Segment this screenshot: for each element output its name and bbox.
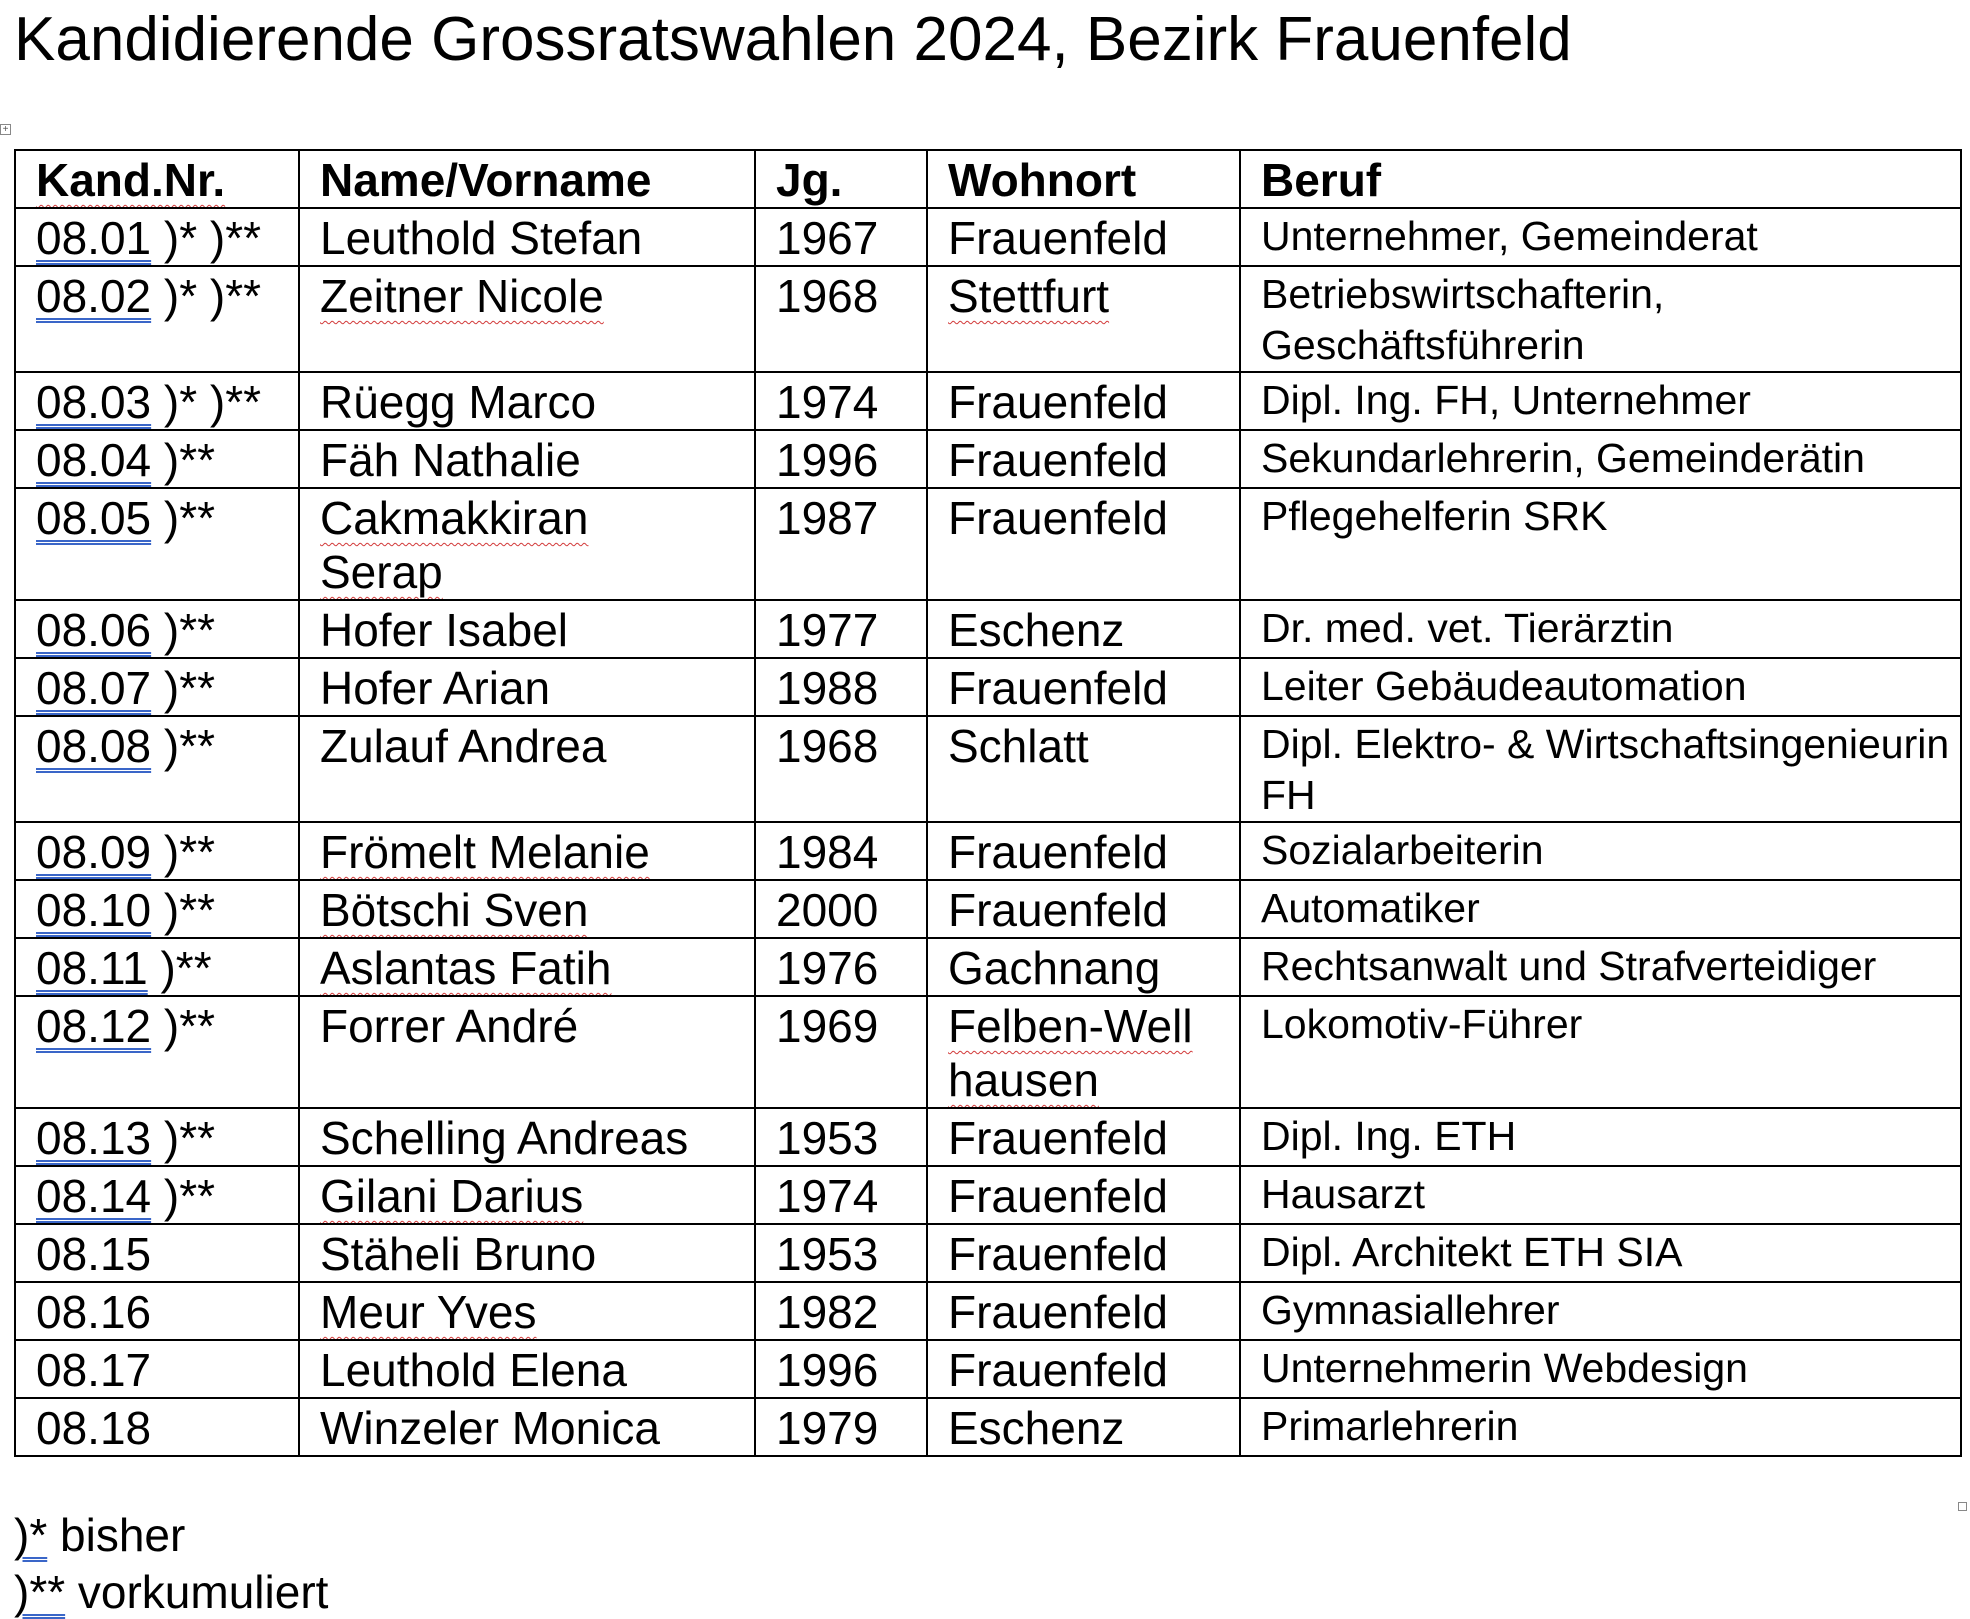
cell-name: Aslantas Fatih (299, 938, 755, 996)
cell-kand-nr (15, 266, 299, 372)
cell-kand-nr: 08.17 (15, 1340, 299, 1398)
kand-nr-marks: )** (147, 942, 212, 994)
cell-beruf: Hausarzt (1240, 1166, 1961, 1224)
cell-jahrgang: 1968 (755, 266, 927, 372)
cell-jahrgang: 1974 (755, 372, 927, 430)
cell-name: Winzeler Monica (299, 1398, 755, 1456)
cell-jahrgang: 1988 (755, 658, 927, 716)
kand-nr-link[interactable]: 08.06 (36, 604, 152, 656)
cell-name: Leuthold Stefan (299, 208, 755, 266)
cell-jahrgang: 1977 (755, 600, 927, 658)
kand-nr-link[interactable]: 08.08 (36, 720, 152, 772)
table-header-row (15, 150, 1961, 208)
cell-beruf: Automatiker (1240, 880, 1961, 938)
cell-beruf: Sekundarlehrerin, Gemeinderätin (1240, 430, 1961, 488)
footnote-mark[interactable]: )** (14, 1566, 66, 1618)
kand-nr-marks: )* )** (151, 376, 262, 428)
table-resize-handle[interactable] (1958, 1502, 1967, 1511)
cell-wohnort: Frauenfeld (927, 1340, 1240, 1398)
table-row (15, 266, 1961, 372)
cell-name: Meur Yves (299, 1282, 755, 1340)
cell-name: Zeitner Nicole (299, 266, 755, 372)
cell-kand-nr: 08.16 (15, 1282, 299, 1340)
cell-wohnort: Frauenfeld (927, 1166, 1240, 1224)
table-row (15, 600, 1961, 658)
cell-jahrgang: 1996 (755, 430, 927, 488)
cell-jahrgang: 1953 (755, 1224, 927, 1282)
cell-kand-nr: 08.18 (15, 1398, 299, 1456)
cell-jahrgang: 2000 (755, 880, 927, 938)
cell-kand-nr (15, 1166, 299, 1224)
cell-wohnort: Frauenfeld (927, 430, 1240, 488)
kand-nr-marks: )** (151, 1000, 216, 1052)
cell-name: Stäheli Bruno (299, 1224, 755, 1282)
cell-wohnort: Frauenfeld (927, 208, 1240, 266)
cell-beruf: Leiter Gebäudeautomation (1240, 658, 1961, 716)
cell-beruf: Dipl. Ing. FH, Unternehmer (1240, 372, 1961, 430)
cell-kand-nr (15, 658, 299, 716)
kand-nr-marks: )** (151, 1112, 216, 1164)
cell-beruf: Lokomotiv-Führer (1240, 996, 1961, 1108)
header-beruf: Beruf (1240, 150, 1961, 208)
table-move-handle-icon[interactable]: + (0, 124, 11, 135)
table-row (15, 372, 1961, 430)
cell-wohnort: Eschenz (927, 1398, 1240, 1456)
kand-nr-link[interactable]: 08.05 (36, 492, 152, 544)
cell-wohnort: Frauenfeld (927, 1282, 1240, 1340)
table-row (15, 1398, 1961, 1456)
header-kand-nr: Kand.Nr. (15, 150, 299, 208)
cell-beruf: Pflegehelferin SRK (1240, 488, 1961, 600)
kand-nr-link[interactable]: 08.14 (36, 1170, 152, 1222)
cell-beruf: Dipl. Elektro- & Wirtschaftsingenieurin FH (1240, 716, 1961, 822)
cell-wohnort: Frauenfeld (927, 880, 1240, 938)
cell-name: Cakmakkiran Serap (299, 488, 755, 600)
kand-nr-marks: )** (151, 434, 216, 486)
footnote-vorkumuliert: )** vorkumuliert (14, 1566, 329, 1618)
footnote-bisher: )* bisher (14, 1509, 186, 1561)
cell-kand-nr (15, 938, 299, 996)
cell-kand-nr (15, 996, 299, 1108)
kand-nr-link[interactable]: 08.12 (36, 1000, 152, 1052)
kand-nr-marks: )** (151, 884, 216, 936)
cell-name: Hofer Arian (299, 658, 755, 716)
cell-kand-nr (15, 208, 299, 266)
cell-beruf: Betriebswirtschafterin, Geschäftsführerin (1240, 266, 1961, 372)
kand-nr-marks: )** (151, 604, 216, 656)
kand-nr-link[interactable]: 08.02 (36, 270, 152, 322)
table-row (15, 716, 1961, 822)
cell-wohnort: Frauenfeld (927, 1224, 1240, 1282)
cell-jahrgang: 1953 (755, 1108, 927, 1166)
cell-beruf: Dipl. Architekt ETH SIA (1240, 1224, 1961, 1282)
kand-nr-link[interactable]: 08.09 (36, 826, 152, 878)
cell-jahrgang: 1987 (755, 488, 927, 600)
header-name: Name/Vorname (299, 150, 755, 208)
cell-wohnort: Schlatt (927, 716, 1240, 822)
cell-wohnort: Gachnang (927, 938, 1240, 996)
table-row (15, 658, 1961, 716)
table-row (15, 1108, 1961, 1166)
cell-jahrgang: 1979 (755, 1398, 927, 1456)
table-row (15, 880, 1961, 938)
cell-wohnort: Frauenfeld (927, 822, 1240, 880)
candidates-table (14, 149, 1962, 1457)
cell-name: Rüegg Marco (299, 372, 755, 430)
cell-jahrgang: 1984 (755, 822, 927, 880)
cell-beruf: Rechtsanwalt und Strafverteidiger (1240, 938, 1961, 996)
table-row (15, 996, 1961, 1108)
cell-name: Schelling Andreas (299, 1108, 755, 1166)
table-row (15, 1340, 1961, 1398)
cell-name: Bötschi Sven (299, 880, 755, 938)
kand-nr-marks: )** (151, 662, 216, 714)
kand-nr-link[interactable]: 08.03 (36, 376, 152, 428)
cell-jahrgang: 1976 (755, 938, 927, 996)
kand-nr-link[interactable]: 08.04 (36, 434, 152, 486)
footnote-mark[interactable]: )* (14, 1509, 48, 1561)
table-row (15, 1224, 1961, 1282)
cell-beruf: Unternehmer, Gemeinderat (1240, 208, 1961, 266)
cell-name: Gilani Darius (299, 1166, 755, 1224)
header-jahrgang: Jg. (755, 150, 927, 208)
cell-beruf: Primarlehrerin (1240, 1398, 1961, 1456)
cell-name: Hofer Isabel (299, 600, 755, 658)
kand-nr-marks: )* )** (151, 270, 262, 322)
cell-kand-nr (15, 600, 299, 658)
kand-nr-marks: )** (151, 1170, 216, 1222)
cell-wohnort: Frauenfeld (927, 488, 1240, 600)
cell-name: Frömelt Melanie (299, 822, 755, 880)
kand-nr-link[interactable]: 08.11 (36, 942, 148, 994)
cell-jahrgang: 1969 (755, 996, 927, 1108)
cell-name: Leuthold Elena (299, 1340, 755, 1398)
table-row (15, 1166, 1961, 1224)
cell-jahrgang: 1996 (755, 1340, 927, 1398)
cell-kand-nr (15, 822, 299, 880)
cell-kand-nr: 08.15 (15, 1224, 299, 1282)
kand-nr-marks: )** (151, 720, 216, 772)
cell-kand-nr (15, 372, 299, 430)
kand-nr-marks: )** (151, 492, 216, 544)
cell-beruf: Gymnasiallehrer (1240, 1282, 1961, 1340)
cell-name: Fäh Nathalie (299, 430, 755, 488)
cell-kand-nr (15, 880, 299, 938)
cell-kand-nr (15, 716, 299, 822)
kand-nr-link[interactable]: 08.10 (36, 884, 152, 936)
header-wohnort: Wohnort (927, 150, 1240, 208)
cell-name: Forrer André (299, 996, 755, 1108)
table-row (15, 488, 1961, 600)
page-title: Kandidierende Grossratswahlen 2024, Bezirk Frauenfeld (14, 5, 1572, 74)
kand-nr-link[interactable]: 08.07 (36, 662, 152, 714)
kand-nr-link[interactable]: 08.01 (36, 212, 152, 264)
cell-beruf: Dr. med. vet. Tierärztin (1240, 600, 1961, 658)
cell-wohnort: Stettfurt (927, 266, 1240, 372)
table-row (15, 208, 1961, 266)
table-row (15, 430, 1961, 488)
cell-jahrgang: 1982 (755, 1282, 927, 1340)
cell-jahrgang: 1968 (755, 716, 927, 822)
cell-wohnort: Eschenz (927, 600, 1240, 658)
cell-beruf: Sozialarbeiterin (1240, 822, 1961, 880)
kand-nr-marks: )** (151, 826, 216, 878)
cell-wohnort: Frauenfeld (927, 1108, 1240, 1166)
table-row (15, 938, 1961, 996)
cell-jahrgang: 1974 (755, 1166, 927, 1224)
kand-nr-marks: )* )** (151, 212, 262, 264)
table-row (15, 1282, 1961, 1340)
cell-kand-nr (15, 430, 299, 488)
cell-kand-nr (15, 488, 299, 600)
cell-jahrgang: 1967 (755, 208, 927, 266)
table-row (15, 822, 1961, 880)
cell-name: Zulauf Andrea (299, 716, 755, 822)
cell-beruf: Unternehmerin Webdesign (1240, 1340, 1961, 1398)
cell-wohnort: Felben-Wellhausen (927, 996, 1240, 1108)
cell-kand-nr (15, 1108, 299, 1166)
kand-nr-link[interactable]: 08.13 (36, 1112, 152, 1164)
cell-wohnort: Frauenfeld (927, 658, 1240, 716)
cell-beruf: Dipl. Ing. ETH (1240, 1108, 1961, 1166)
cell-wohnort: Frauenfeld (927, 372, 1240, 430)
